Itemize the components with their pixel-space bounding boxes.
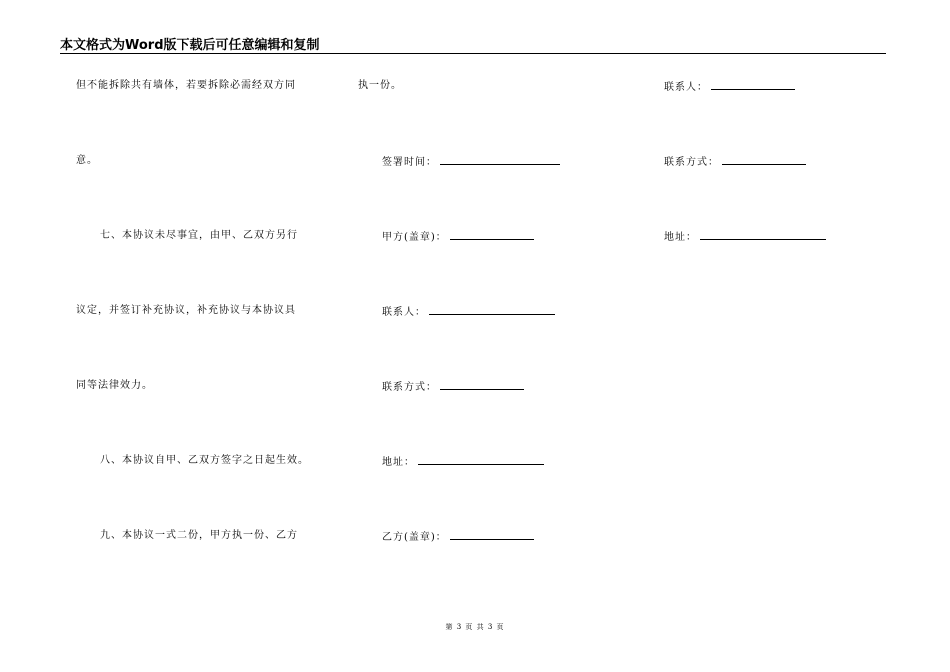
party-b-seal-blank (450, 530, 534, 540)
party-a-seal-field (382, 230, 534, 244)
party-b-seal-field (382, 530, 534, 544)
party-b-phone-label: 联系方式： (664, 157, 719, 168)
party-b-address-blank (700, 230, 826, 240)
clause-nine-line: 九、本协议一式二份，甲方执一份、乙方 (100, 530, 298, 541)
party-b-contact-label: 联系人： (664, 82, 708, 93)
party-b-contact-field (664, 80, 795, 94)
party-a-contact-blank (429, 305, 555, 315)
page-number: 第 3 页 共 3 页 (445, 623, 505, 631)
party-a-seal-blank (450, 230, 534, 240)
clause-text-line: 议定，并签订补充协议，补充协议与本协议具 (76, 305, 296, 316)
party-a-address-field (382, 455, 544, 469)
party-b-phone-blank (722, 155, 806, 165)
party-b-address-field (664, 230, 826, 244)
party-a-phone-blank (440, 380, 524, 390)
party-b-address-label: 地址： (664, 232, 697, 243)
party-a-address-label: 地址： (382, 457, 415, 468)
party-a-seal-label: 甲方(盖章)： (382, 232, 447, 243)
document-header (60, 36, 886, 54)
party-a-contact-field (382, 305, 555, 319)
party-a-phone-label: 联系方式： (382, 382, 437, 393)
sign-time-field (382, 155, 560, 169)
party-b-seal-label: 乙方(盖章)： (382, 532, 447, 543)
party-a-contact-label: 联系人： (382, 307, 426, 318)
clause-text-line: 但不能拆除共有墙体，若要拆除必需经双方同 (76, 80, 296, 91)
party-b-contact-blank (711, 80, 795, 90)
clause-eight-line: 八、本协议自甲、乙双方签字之日起生效。 (100, 455, 309, 466)
clause-text-line: 意。 (76, 155, 98, 166)
party-b-phone-field (664, 155, 806, 169)
sign-time-label: 签署时间： (382, 157, 437, 168)
party-a-phone-field (382, 380, 524, 394)
clause-seven-line: 七、本协议未尽事宜，由甲、乙双方另行 (100, 230, 298, 241)
party-a-address-blank (418, 455, 544, 465)
clause-text-line: 执一份。 (358, 80, 402, 91)
sign-time-blank (440, 155, 560, 165)
header-title: 本文格式为Word版下载后可任意编辑和复制 (60, 38, 320, 53)
clause-text-line: 同等法律效力。 (76, 380, 153, 391)
